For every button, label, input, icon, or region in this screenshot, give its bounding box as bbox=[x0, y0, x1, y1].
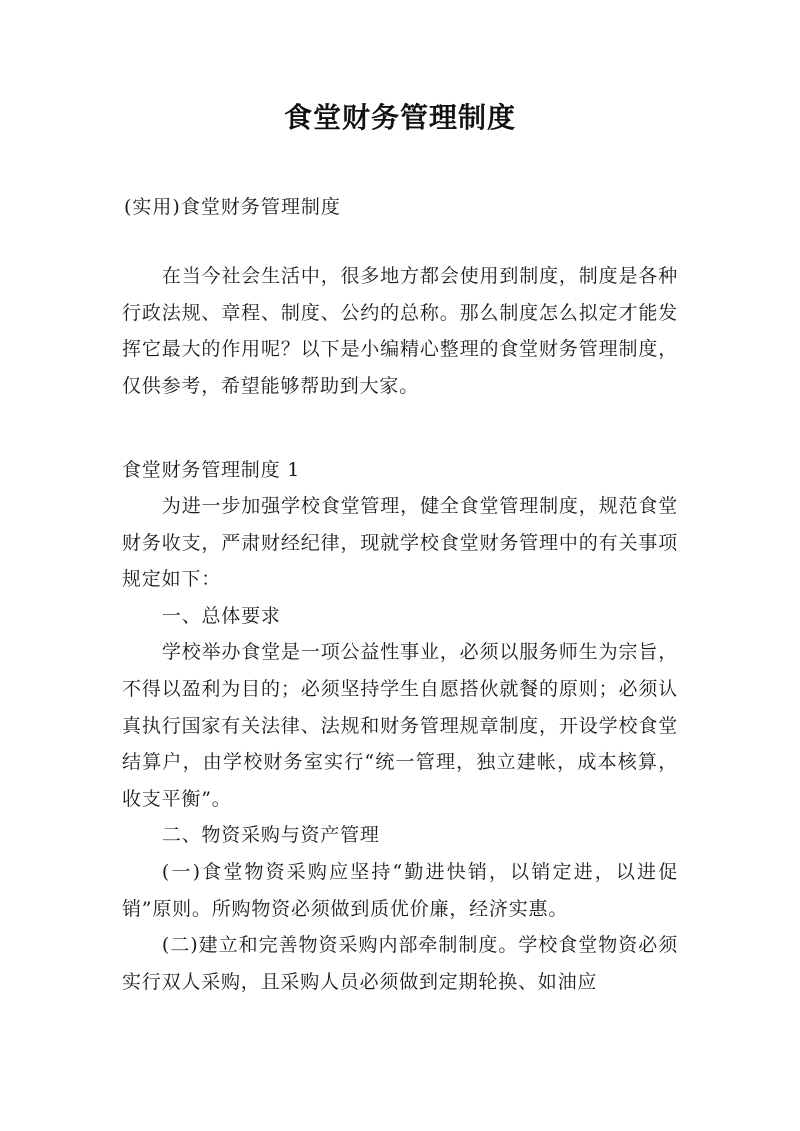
paragraph-procurement-control: (二)建立和完善物资采购内部牵制制度。学校食堂物资必须实行双人采购，且采购人员必须做到定期轮换、如油应 bbox=[122, 934, 678, 993]
heading-general-requirements: 一、总体要求 bbox=[161, 604, 281, 627]
section-body bbox=[122, 488, 678, 1000]
section-title: 食堂财务管理制度 1 bbox=[122, 459, 301, 481]
document-subtitle: (实用)食堂财务管理制度 bbox=[124, 196, 341, 218]
paragraph-general-requirements: 学校举办食堂是一项公益性事业，必须以服务师生为宗旨，不得以盈利为目的；必须坚持学生自愿搭伙就餐的原则；必须认真执行国家有关法律、法规和财务管理规章制度，开设学校食堂结算户，由学校财务室实行“统一管理，独立建帐，成本核算，收支平衡”。 bbox=[122, 641, 678, 810]
document-title: 食堂财务管理制度 bbox=[283, 101, 516, 134]
intro-paragraph: 在当今社会生活中，很多地方都会使用到制度，制度是各种行政法规、章程、制度、公约的总称。那么制度怎么拟定才能发挥它最大的作用呢？以下是小编精心整理的食堂财务管理制度，仅供参考，希望能够帮助到大家。 bbox=[122, 265, 678, 397]
paragraph-preamble: 为进一步加强学校食堂管理，健全食堂管理制度，规范食堂财务收支，严肃财经纪律，现就学校食堂财务管理中的有关事项规定如下： bbox=[122, 495, 678, 591]
heading-procurement-assets: 二、物资采购与资产管理 bbox=[161, 824, 380, 847]
paragraph-procurement-principle: (一)食堂物资采购应坚持“勤进快销，以销定进，以进促销”原则。所购物资必须做到质优价廉，经济实惠。 bbox=[122, 860, 678, 920]
